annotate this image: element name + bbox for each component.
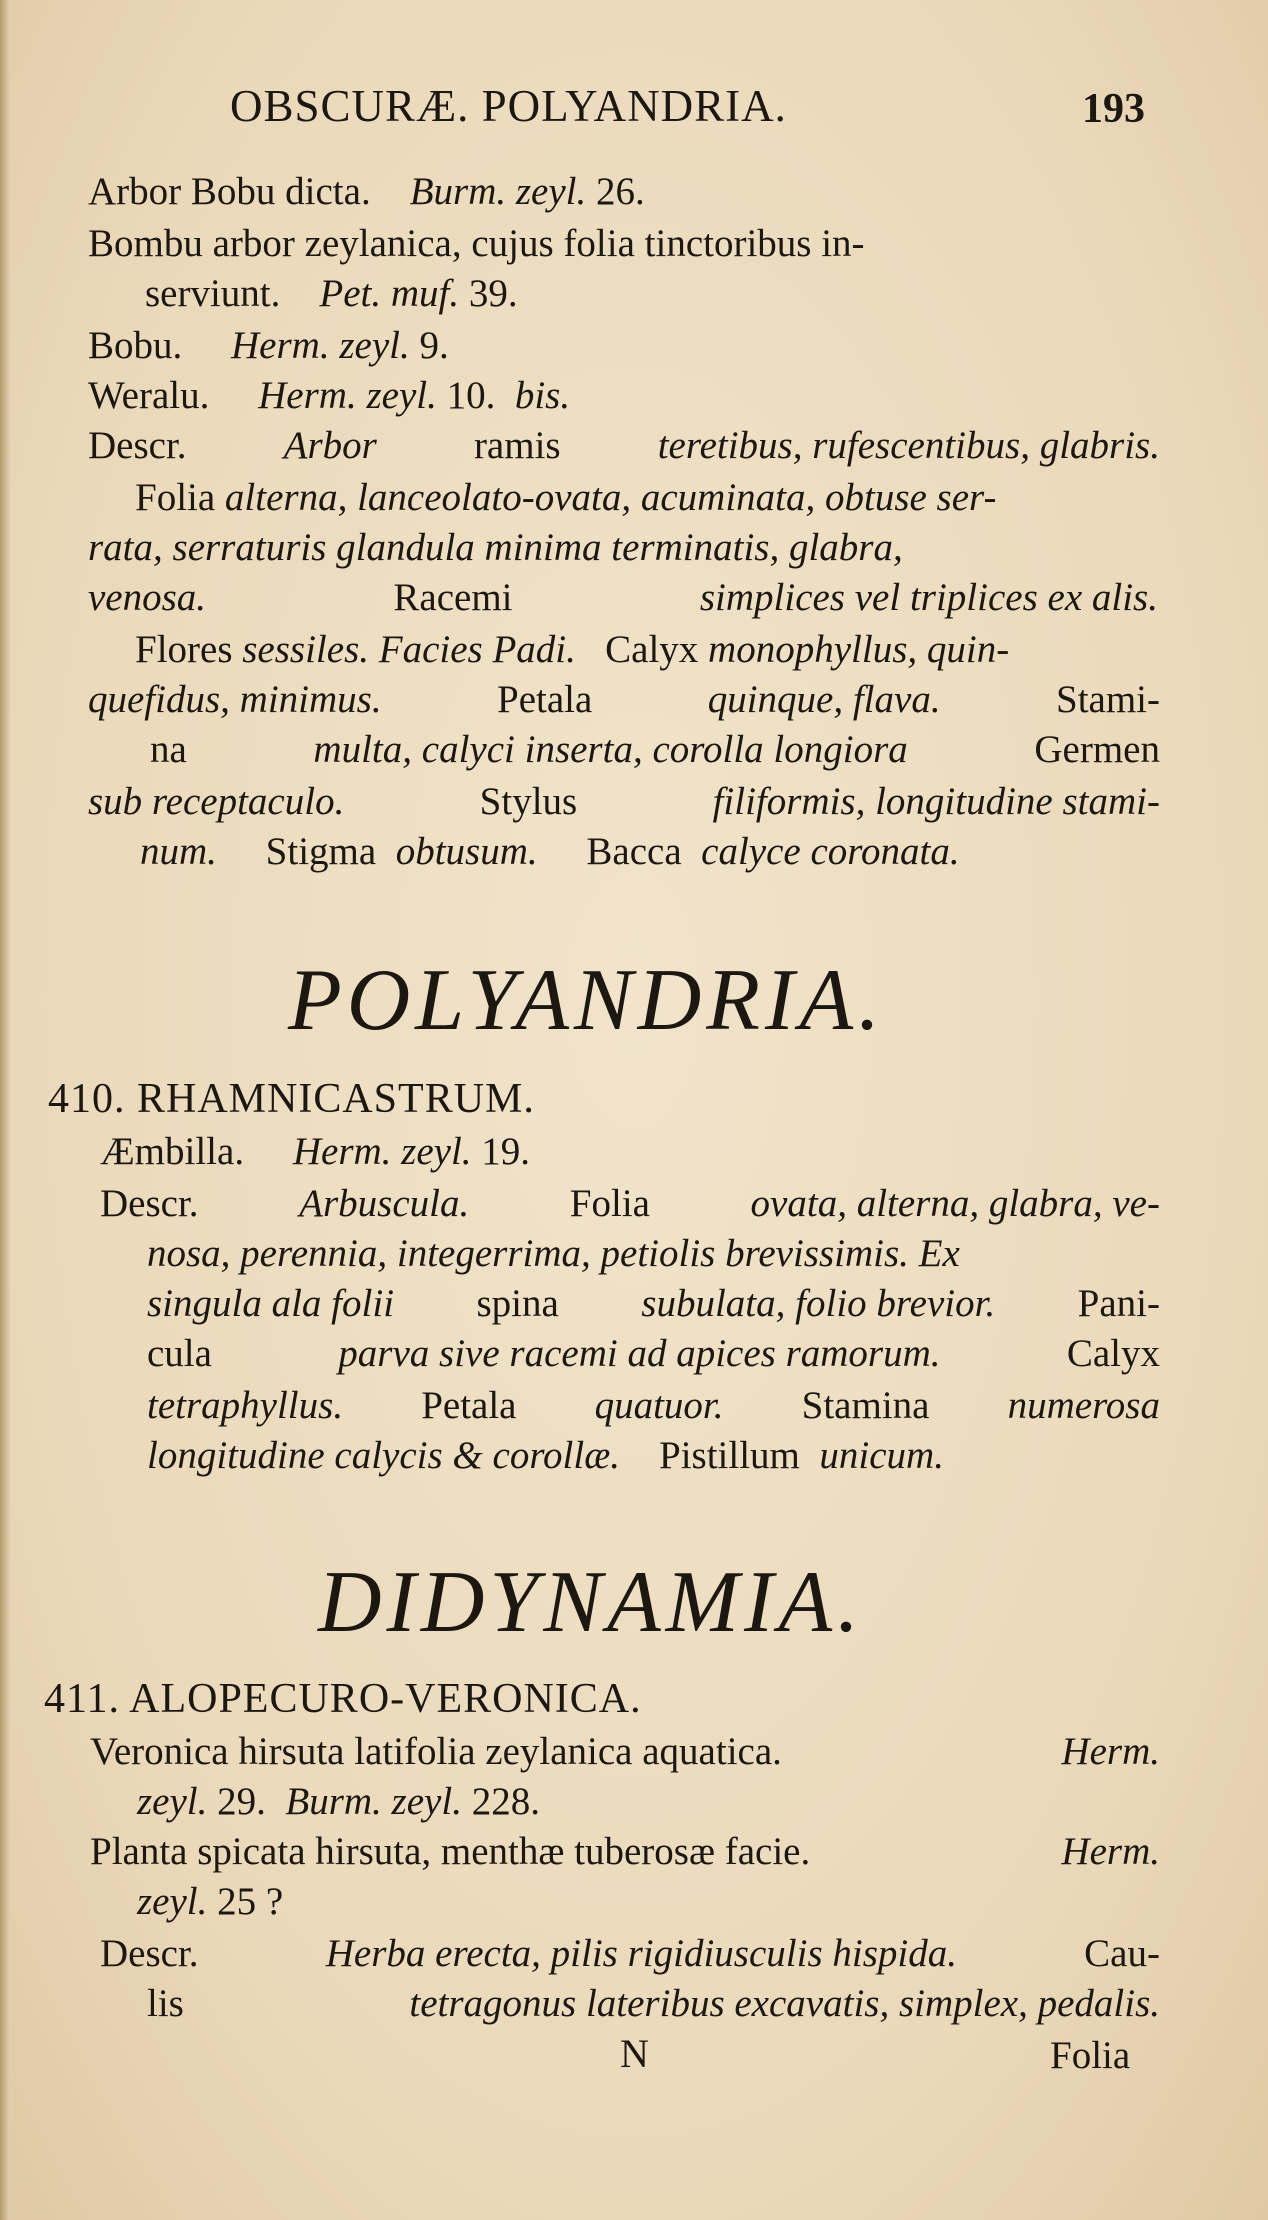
text: simplices vel triplices ex alis. [699,576,1158,619]
entry-line [88,680,1160,719]
descr-label: Descr. [100,1932,199,1975]
entry-line [150,730,1160,769]
entry-line [147,1436,944,1475]
entry-line [88,376,570,415]
text: Petala [497,678,593,721]
signature-mark: N [620,2031,649,2076]
entry-line [100,1934,1160,1973]
text: Germen [1034,728,1160,771]
text: teretibus, rufescentibus, glabris. [657,424,1160,467]
text: subulata, folio brevior. [641,1282,996,1325]
text: Stigma [265,830,377,873]
text: Folia [569,1182,650,1225]
citation-number: 29. [217,1780,266,1823]
running-header: OBSCURÆ. POLYANDRIA. [230,81,787,131]
text: num. [140,830,217,873]
text: ramis [473,424,561,467]
descr-label: Descr. [100,1182,199,1225]
text: Folia [135,476,216,519]
citation: Burm. zeyl. [285,1780,462,1823]
entry-line [135,478,996,517]
text: multa, calyci inserta, corolla longiora [313,728,908,771]
text: serviunt. [145,272,281,315]
text: Racemi [393,576,513,619]
text: filiformis, longitudine stami- [712,780,1160,823]
text: spina [476,1282,559,1325]
text: Bacca [586,830,682,873]
section-heading: DIDYNAMIA. [318,1554,865,1651]
citation-number: 228. [471,1780,540,1823]
text: ovata, alterna, glabra, ve- [750,1182,1160,1225]
entry-line [147,1984,1160,2023]
entry-line [88,782,1160,821]
page-number: 193 [1082,86,1145,132]
citation-number: 39. [468,272,518,315]
text: tetragonus lateribus excavatis, simplex, pedalis. [409,1982,1160,2025]
citation-number: 10. [446,374,496,417]
citation-number: 25 ? [217,1880,284,1923]
text: Veronica hirsuta latifolia zeylanica aquatica. [90,1730,782,1773]
text: Calyx [605,628,699,671]
text: Arbor Bobu dicta. [88,170,371,213]
text: monophyllus, quin- [708,628,1010,671]
descr-label: Descr. [88,424,187,467]
entry-line [137,1782,540,1821]
citation: Herm. zeyl. [258,374,437,417]
entry-line [147,1386,1160,1425]
entry-line [135,630,1009,669]
entry-line [88,426,1160,465]
citation: zeyl. [137,1880,208,1923]
citation: Herm. [1061,1730,1160,1773]
text: calyce coronata. [701,830,960,873]
entry-line [88,578,1158,617]
text: cula [147,1332,212,1375]
entry-line: Bombu arbor zeylanica, cujus folia tinctoribus in- [88,222,865,265]
citation: zeyl. [137,1780,208,1823]
citation: Herm. zeyl. [231,324,410,367]
text: Flores [135,628,233,671]
text: Pani- [1077,1282,1160,1325]
entry-line [147,1334,1160,1373]
text: parva sive racemi ad apices ramorum. [338,1332,941,1375]
citation-number: 19. [481,1130,531,1173]
text: na [150,728,187,771]
text: alterna, lanceolato-ovata, acuminata, obtuse ser- [224,476,997,519]
text: longitudine calycis & corollæ. [147,1434,620,1477]
entry-line [100,1132,530,1171]
text: singula ala folii [147,1282,395,1325]
text: Herba erecta, pilis rigidiusculis hispida. [325,1932,957,1975]
catchword: Folia [1050,2034,1131,2077]
text: sessiles. Facies Padi. [242,628,576,671]
text: Petala [421,1384,517,1427]
text: Arbor [283,424,377,467]
text: Bobu. [88,324,183,367]
text: Stamina [801,1384,930,1427]
text: unicum. [819,1434,944,1477]
text: quefidus, minimus. [88,678,382,721]
text: numerosa [1007,1384,1160,1427]
text: lis [147,1982,184,2025]
entry-line [88,326,449,365]
text: Pistillum [659,1434,800,1477]
text: tetraphyllus. [147,1384,344,1427]
text: sub receptaculo. [88,780,345,823]
text: obtusum. [395,830,538,873]
text: quatuor. [594,1384,724,1427]
text: Æmbilla. [100,1130,245,1173]
text: quinque, flava. [707,678,941,721]
entry-line [145,274,518,313]
entry-line [137,1882,283,1921]
citation: Herm. [1061,1830,1160,1873]
citation: Burm. zeyl. [409,170,587,213]
citation-number: 26. [596,170,645,213]
entry-line [90,1732,1160,1771]
section-heading: POLYANDRIA. [288,952,886,1049]
entry-line [100,1184,1160,1223]
entry-line [90,1832,1160,1871]
citation: Herm. zeyl. [292,1130,472,1173]
entry-line [140,832,960,871]
text: Calyx [1066,1332,1160,1375]
entry-line [147,1284,1160,1323]
entry-heading: 410. RHAMNICASTRUM. [48,1076,535,1122]
citation-note: bis. [514,374,571,417]
text: Stami- [1056,678,1160,721]
text: Stylus [479,780,578,823]
entry-heading: 411. ALOPECURO-VERONICA. [44,1676,642,1722]
text: Weralu. [88,374,210,417]
entry-line [88,172,645,211]
text: Planta spicata hirsuta, menthæ tuberosæ facie. [90,1830,811,1873]
entry-line: rata, serraturis glandula minima terminatis, glabra, [88,526,903,569]
text: venosa. [88,576,207,619]
citation: Pet. muf. [319,272,460,315]
citation-number: 9. [419,324,449,367]
entry-line: nosa, perennia, integerrima, petiolis brevissimis. Ex [147,1232,960,1275]
page-edge-shadow [0,0,10,2220]
text: Cau- [1084,1932,1160,1975]
text: Arbuscula. [299,1182,470,1225]
